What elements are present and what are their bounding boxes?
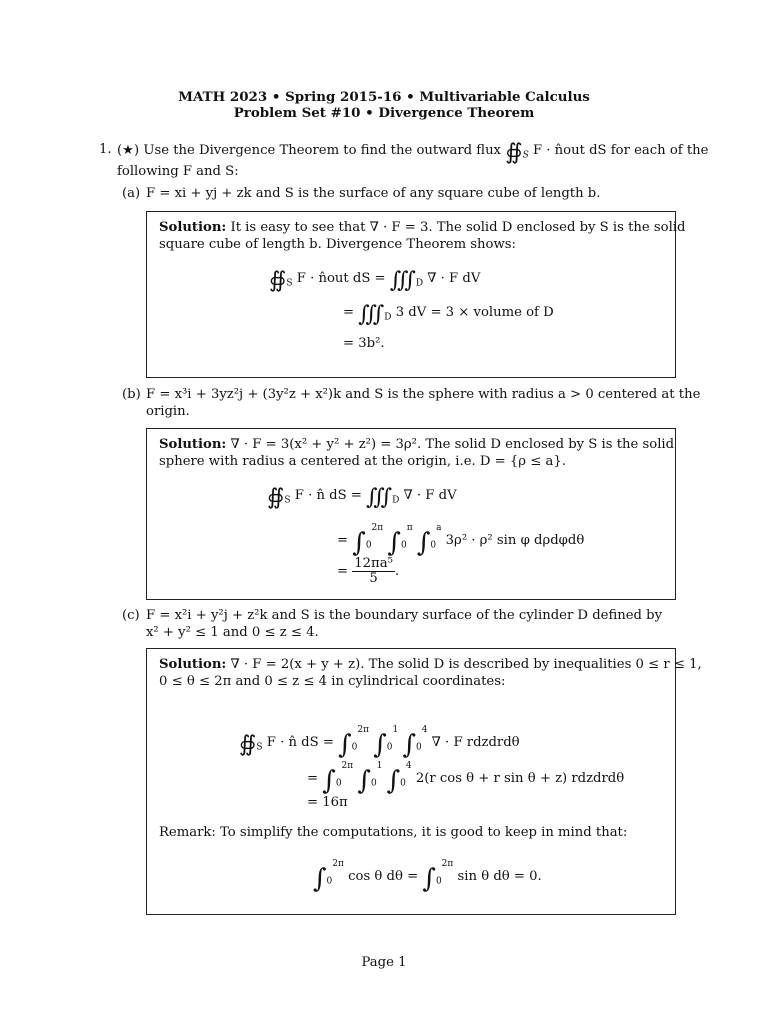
equation-b-3: = $\frac{\text{12πa⁵}}{5}$ .	[337, 556, 400, 586]
equation-c-1: $∯_S$ F · n̂ dS = $\int_0^{2\pi}$ $\int_0^1$ $\int_0^4$ ∇ · F rdzdrdθ	[239, 725, 520, 760]
integral-icon: ∫	[357, 766, 371, 796]
equation-b-2: = $\int_0^{2\pi}$ $\int_0^\pi$ $\int_0^a$ 3ρ² · ρ² sin φ dρdφdθ	[337, 523, 585, 558]
equation-c-3: = 16π	[307, 795, 348, 810]
triple-integral-icon: ∭	[366, 485, 393, 510]
solution-label: Solution:	[159, 657, 227, 672]
equation-a-2: = $∭_D$ 3 dV = 3 × volume of D	[343, 302, 554, 327]
equation-b-1: $∯_S$ F · n̂ dS = $∭_D$ ∇ · F dV	[267, 485, 457, 510]
star-marker: (★)	[117, 143, 140, 158]
integral-icon: ∫	[313, 864, 327, 894]
flux-expression: F · n̂out dS	[532, 143, 607, 158]
solution-box-a	[146, 211, 686, 378]
remark-equation: $\int_0^{2\pi}$ cos θ $d\theta = \int_0^{2\pi}$ sin θ dθ = 0.	[313, 859, 542, 894]
equation-c-2: = $\int_0^{2\pi}$ $\int_0^1$ $\int_0^4$ 2(r cos θ + r sin θ + z) rdzdrdθ	[307, 761, 625, 796]
equation-a-1: $∯_S$ F · n̂out dS = $∭_D$ ∇ · F dV	[269, 268, 481, 293]
problem-number: 1.	[99, 142, 112, 157]
part-c-text-1: F = x²i + y²j + z²k and S is the boundary surface of the cylinder D defined by	[146, 608, 663, 623]
integral-icon: ∫	[387, 528, 401, 558]
solution-label: Solution:	[159, 437, 227, 452]
surface-integral-icon: ∯	[269, 268, 287, 293]
header-subtitle: Problem Set #10 • Divergence Theorem	[233, 105, 535, 121]
part-a-label: (a)	[122, 186, 141, 201]
intro-text-c: following F and S:	[117, 164, 239, 179]
solution-a-line2: square cube of length b. Divergence Theorem shows:	[159, 237, 516, 252]
solution-c-line2: 0 ≤ θ ≤ 2π and 0 ≤ z ≤ 4 in cylindrical coordinates:	[159, 674, 506, 689]
integral-icon: ∫	[402, 730, 416, 760]
problem-intro: (★) Use the Divergence Theorem to find the outward flux $∯_S$ F · n̂out dS for each of the	[117, 140, 709, 165]
intro-text-a: Use the Divergence Theorem to find the outward flux	[143, 143, 501, 158]
integral-icon: ∫	[386, 766, 401, 796]
solution-b-line2: sphere with radius a centered at the origin, i.e. D = {ρ ≤ a}.	[159, 454, 566, 469]
surface-integral-icon: ∯	[267, 485, 285, 510]
surface-integral-icon: ∯	[505, 140, 523, 165]
surface-integral-icon: ∯	[239, 732, 257, 757]
solution-a-line1: It is easy to see that ∇ · F = 3. The solid D enclosed by S is the solid	[230, 220, 686, 235]
header-title: MATH 2023 • Spring 2015-16 • Multivariable Calculus	[178, 89, 590, 105]
solution-b-line1: ∇ · F = 3(x² + y² + z²) = 3ρ². The solid D enclosed by S is the solid	[230, 437, 675, 452]
integral-icon: ∫	[373, 730, 387, 760]
solution-c-line1: ∇ · F = 2(x + y + z). The solid D is described by inequalities 0 ≤ r ≤ 1,	[230, 657, 702, 672]
fraction: $\frac{\text{12πa⁵}}{5}$	[354, 556, 393, 586]
integral-icon: ∫	[422, 864, 436, 894]
solution-box-b	[146, 428, 676, 600]
solution-label: Solution:	[159, 220, 227, 235]
triple-integral-icon: ∭	[389, 268, 416, 293]
page-number: Page 1	[361, 955, 407, 970]
equation-a-3: = 3b².	[343, 336, 385, 351]
solution-box-c	[146, 648, 702, 915]
part-c-text-2: x² + y² ≤ 1 and 0 ≤ z ≤ 4.	[146, 625, 319, 640]
part-c-label: (c)	[122, 608, 140, 623]
integral-icon: ∫	[416, 528, 431, 558]
part-a-text: F = xi + yj + zk and S is the surface of any square cube of length b.	[146, 186, 601, 201]
part-b-label: (b)	[122, 387, 141, 402]
integral-icon: ∫	[352, 528, 366, 558]
intro-text-b: for each of the	[610, 143, 709, 158]
remark-text: Remark: To simplify the computations, it is good to keep in mind that:	[159, 825, 628, 840]
integral-icon: ∫	[322, 766, 336, 796]
part-b-text-1: F = x³i + 3yz²j + (3y²z + x²)k and S is the sphere with radius a > 0 centered at the	[146, 387, 701, 402]
part-b-text-2: origin.	[146, 404, 190, 419]
integral-icon: ∫	[338, 730, 352, 760]
triple-integral-icon: ∭	[358, 302, 385, 327]
